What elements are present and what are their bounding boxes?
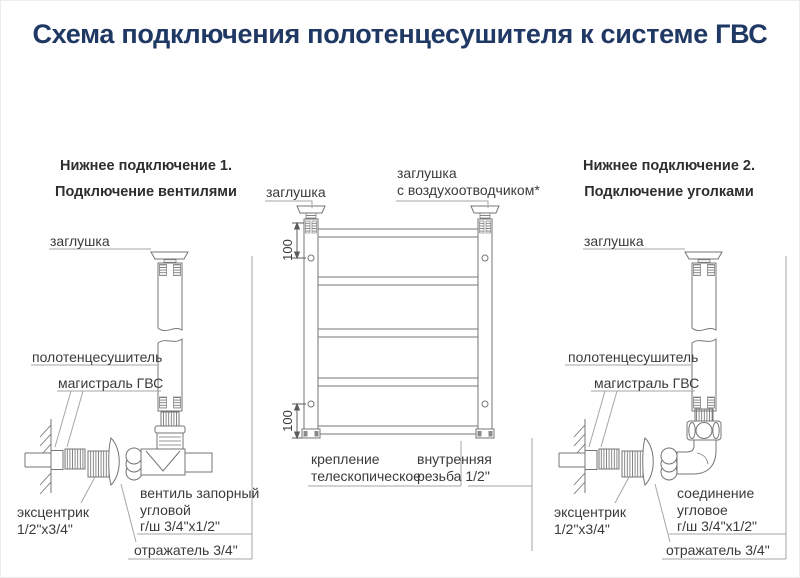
center-mount-label: крепление телескопическое <box>311 451 421 484</box>
center-plug-label: заглушка <box>266 184 326 200</box>
left-plug-label: заглушка <box>50 233 110 249</box>
right-towel-rail-label: полотенцесушитель <box>568 349 699 365</box>
left-reflector-label: отражатель 3/4" <box>134 542 238 558</box>
towel-warmer-drawing <box>297 206 499 438</box>
left-section-heading-2: Подключение вентилями <box>55 184 237 200</box>
angle-valve-drawing <box>126 412 212 480</box>
left-valve-label: вентиль запорный угловой г/ш 3/4"x1/2" <box>140 485 260 534</box>
left-eccentric-label: эксцентрик 1/2"x3/4" <box>17 504 89 537</box>
dimension-100-bottom: 100 <box>280 410 295 432</box>
right-section-heading-2: Подключение уголками <box>584 184 754 200</box>
center-thread-label: внутренняя резьба 1/2" <box>417 451 492 484</box>
dimension-100-top: 100 <box>280 239 295 261</box>
left-towel-rail-label: полотенцесушитель <box>32 349 163 365</box>
right-hws-main-label: магистраль ГВС <box>594 375 700 391</box>
page-title: Схема подключения полотенцесушителя к системе ГВС <box>32 19 768 49</box>
left-hws-main-label: магистраль ГВС <box>58 375 164 391</box>
angle-elbow-drawing <box>661 409 721 480</box>
right-reflector-label: отражатель 3/4" <box>666 542 770 558</box>
right-eccentric-label: эксцентрик 1/2"x3/4" <box>554 504 626 537</box>
right-section-heading-1: Нижнее подключение 2. <box>582 158 756 174</box>
center-air-plug-label: заглушка с воздухоотводчиком* <box>397 165 540 198</box>
left-section-heading-1: Нижнее подключение 1. <box>59 158 233 174</box>
right-elbow-label: соединение угловое г/ш 3/4"x1/2" <box>677 485 757 534</box>
right-plug-label: заглушка <box>584 233 644 249</box>
